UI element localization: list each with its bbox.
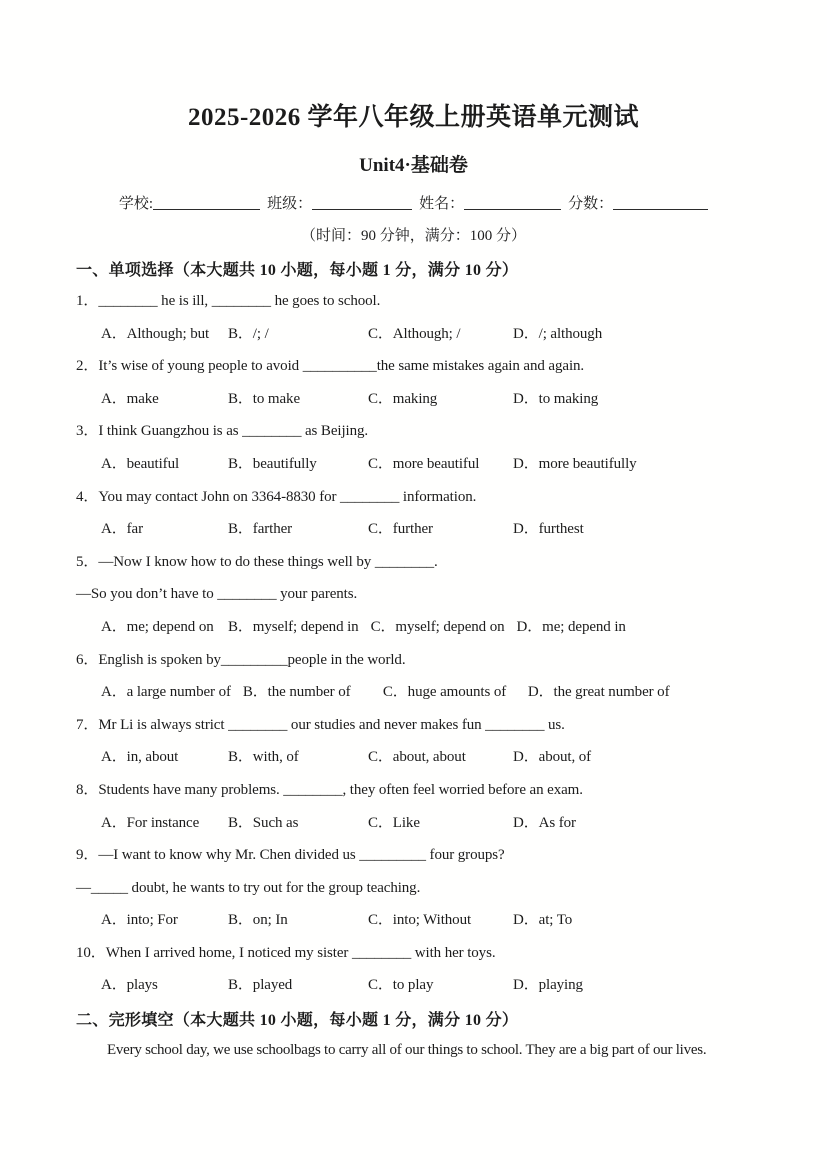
- option-A: A．a large number of: [101, 684, 231, 701]
- option-B: B．on; In: [228, 912, 288, 929]
- question-stem: [76, 285, 751, 318]
- option-D: D．more beautifully: [513, 455, 637, 472]
- question-number: 8．: [76, 781, 99, 798]
- question-number: 3．: [76, 423, 99, 440]
- question-list: [76, 285, 751, 1002]
- question-text: —So you don’t have to ________ your parents.: [76, 586, 358, 603]
- option-C: C．making: [368, 390, 438, 407]
- options-row: [76, 676, 751, 709]
- option-A: A．For instance: [101, 814, 200, 831]
- option-A: A．far: [101, 521, 143, 538]
- question-2: [76, 350, 751, 415]
- options-row: [76, 807, 751, 840]
- question-text: —I want to know why Mr. Chen divided us _________ four groups?: [98, 847, 505, 864]
- question-number: 7．: [76, 716, 99, 733]
- option-B: B．farther: [228, 521, 293, 538]
- option-A: A．in, about: [101, 749, 179, 766]
- option-B: B．/; /: [228, 325, 269, 342]
- question-number: 5．: [76, 553, 99, 570]
- options-row: [76, 611, 751, 644]
- question-5: [76, 546, 751, 644]
- question-stem: [76, 350, 751, 383]
- question-stem: [76, 937, 751, 970]
- question-number: 4．: [76, 488, 99, 505]
- option-D: D．to making: [513, 390, 599, 407]
- question-stem: [76, 481, 751, 514]
- question-7: [76, 709, 751, 774]
- option-D: D．about, of: [513, 749, 592, 766]
- question-text: I think Guangzhou is as ________ as Beijing.: [98, 423, 369, 440]
- option-A: A．Although; but: [101, 325, 210, 342]
- option-D: D．at; To: [513, 912, 573, 929]
- question-3: [76, 415, 751, 480]
- question-text: —_____ doubt, he wants to try out for the group teaching.: [76, 879, 421, 896]
- student-info-row: [76, 193, 751, 215]
- options-row: [76, 513, 751, 546]
- question-8: [76, 774, 751, 839]
- question-stem: [76, 774, 751, 807]
- option-D: D．/; although: [513, 325, 603, 342]
- option-A: A．beautiful: [101, 455, 180, 472]
- question-6: [76, 644, 751, 709]
- school-blank-line: [153, 195, 260, 210]
- question-number: 6．: [76, 651, 99, 668]
- option-A: A．plays: [101, 977, 158, 994]
- question-4: [76, 481, 751, 546]
- option-C: C．about, about: [368, 749, 466, 766]
- option-B: B．to make: [228, 390, 301, 407]
- question-text: You may contact John on 3364-8830 for ________ information.: [98, 488, 477, 505]
- option-A: A．into; For: [101, 912, 178, 929]
- class-label: 班级：: [267, 196, 313, 212]
- question-stem: [76, 839, 751, 872]
- option-C: C．huge amounts of: [382, 684, 507, 701]
- question-number: 9．: [76, 847, 99, 864]
- question-9: [76, 839, 751, 937]
- option-D: D．playing: [513, 977, 583, 994]
- score-blank-line: [613, 195, 708, 210]
- question-text: ________ he is ill, ________ he goes to school.: [98, 293, 381, 309]
- question-stem: [76, 415, 751, 448]
- question-stem: [76, 709, 751, 742]
- options-row: [76, 318, 751, 351]
- option-B: B．beautifully: [228, 455, 317, 472]
- option-C: C．Like: [368, 814, 420, 831]
- question-text: It’s wise of young people to avoid __________the same mistakes again and again.: [98, 358, 585, 375]
- cloze-intro-paragraph: Every school day, we use schoolbags to carry all of our things to school. They are a big part of our lives.: [107, 1042, 707, 1059]
- question-text: —Now I know how to do these things well by ________.: [98, 553, 438, 570]
- question-10: [76, 937, 751, 1002]
- section2-heading: 二、完形填空（本大题共 10 小题，每小题 1 分，满分 10 分）: [76, 1012, 519, 1030]
- option-D: D．me; depend in: [516, 618, 626, 635]
- options-row: [76, 383, 751, 416]
- options-row: [76, 448, 751, 481]
- exam-subtitle: Unit4·基础卷: [359, 155, 468, 176]
- option-B: B．myself; depend in: [228, 618, 359, 635]
- time-duration-note: （时间：90 分钟，满分：100 分）: [300, 228, 526, 244]
- question-stem: [76, 546, 751, 579]
- score-label: 分数：: [568, 196, 614, 212]
- question-number: 2．: [76, 358, 99, 375]
- name-label: 姓名：: [419, 196, 465, 212]
- question-stem-continued: [76, 872, 751, 905]
- option-C: C．to play: [368, 977, 434, 994]
- option-B: B．with, of: [228, 749, 299, 766]
- question-stem: [76, 644, 751, 677]
- option-B: B．played: [228, 977, 293, 994]
- option-D: D．As for: [513, 814, 576, 831]
- option-D: D．furthest: [513, 521, 584, 538]
- option-C: C．myself; depend on: [370, 618, 505, 635]
- option-A: A．me; depend on: [101, 618, 214, 635]
- question-stem-continued: [76, 578, 751, 611]
- option-D: D．the great number of: [527, 684, 670, 701]
- section1-heading: 一、单项选择（本大题共 10 小题，每小题 1 分，满分 10 分）: [76, 262, 519, 279]
- question-text: When I arrived home, I noticed my sister ________ with her toys.: [105, 944, 496, 961]
- option-A: A．make: [101, 390, 159, 407]
- options-row: [76, 904, 751, 937]
- question-text: English is spoken by_________people in the world.: [98, 651, 406, 668]
- option-B: B．Such as: [228, 814, 299, 831]
- question-text: Students have many problems. ________, they often feel worried before an exam.: [98, 781, 583, 798]
- question-number: 10．: [76, 944, 106, 961]
- class-blank-line: [312, 195, 412, 210]
- options-row: [76, 741, 751, 774]
- exam-title: 2025-2026 学年八年级上册英语单元测试: [187, 104, 640, 131]
- name-blank-line: [464, 195, 561, 210]
- question-1: [76, 285, 751, 350]
- options-row: [76, 969, 751, 1002]
- option-C: C．further: [368, 521, 433, 538]
- school-label: 学校:: [118, 196, 154, 212]
- option-C: C．into; Without: [368, 912, 472, 929]
- question-text: Mr Li is always strict ________ our studies and never makes fun ________ us.: [98, 716, 565, 733]
- question-number: 1．: [76, 293, 99, 309]
- option-C: C．Although; /: [368, 325, 461, 342]
- option-C: C．more beautiful: [368, 455, 480, 472]
- option-B: B．the number of: [242, 684, 351, 701]
